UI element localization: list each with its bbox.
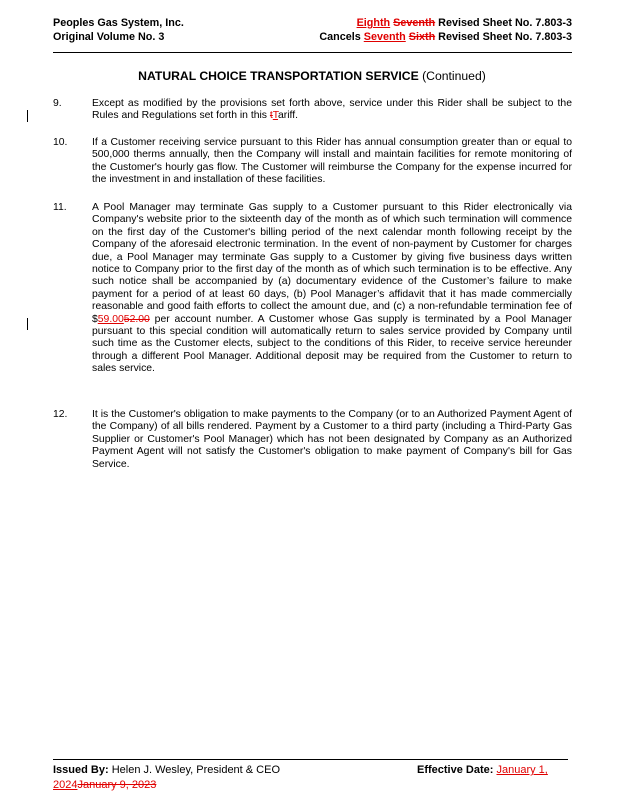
sheet-number [319,16,572,30]
title-main: NATURAL CHOICE TRANSPORTATION SERVICE [138,69,419,83]
item-number: 10. [53,137,68,148]
deleted-text: t [269,110,273,122]
effective-inserted-b: 2024 [53,779,78,791]
sheet-inserted: Eighth [356,17,391,29]
page-header [53,16,572,46]
item-text [92,98,572,123]
provision-12 [53,409,572,471]
issued-label: Issued By: [53,764,109,776]
text-segment: per account number. A Customer whose Gas supply is terminated by a Pool Manager pursuant to this special condition will automatically return to sales service provided by Company until such time as the Customer elects, subject to the conditions of this Rider, to receive service hereunder through a different Pool Manager. Additional deposit may be required from the Customer to return to sales service. [92,313,572,375]
issued-by [53,763,280,778]
item-number: 9. [53,98,62,109]
revision-bar [27,318,28,330]
revision-bar [27,110,28,122]
text-segment: Except as modified by the provisions set forth above, service under this Rider shall be subject to the Rules and Regulations set forth in this [92,98,572,122]
page-title [0,69,624,83]
inserted-text: T [272,110,278,122]
header-rule [53,52,572,53]
sheet-deleted: Seventh [393,17,436,29]
inserted-text: 59.00 [97,313,124,325]
provision-9 [53,98,572,123]
text-segment: A Pool Manager may terminate Gas supply to a Customer pursuant to this Rider electronically via Company's website prior to the sixteenth day of the month as of which such termination will commence on the first day of the Customer's billing period of the next calendar month following receipt by the Company of the aforesaid electronic termination. In the event of non-payment by Customer for charges due, a Pool Manager may terminate Gas supply to a Customer by giving five business days written notice to Company prior to the first day of the month as of which such termination is to be effective. Any such notice shall be accompanied by (a) documentary evidence of the Customer’s failure to make payment for a period of at least 60 days, (b) Pool Manager’s affidavit that it has made commercially reasonable and good faith efforts to collect the amount due, and (c) a non-refundable termination fee of $ [92,202,572,325]
cancels-label: Cancels [319,31,364,43]
cancels-rest: Revised Sheet No. 7.803-3 [435,31,572,43]
deleted-text: 52.00 [123,313,150,325]
text-segment: ariff. [278,110,299,122]
volume-number: Original Volume No. 3 [53,31,165,43]
effective-inserted-a: January 1, [496,764,548,776]
title-suffix: (Continued) [418,69,486,83]
company-name: Peoples Gas System, Inc. [53,17,184,29]
sheet-rest: Revised Sheet No. 7.803-3 [435,17,572,29]
footer-rule [53,759,568,760]
cancels-deleted: Sixth [408,31,436,43]
effective-label: Effective Date: [417,764,497,776]
provision-10 [53,137,572,187]
effective-date-cont [53,778,156,793]
item-text: If a Customer receiving service pursuant to this Rider has annual consumption greater than or equal to 500,000 therms annually, then the Company will install and maintain facilities for remote monitoring of the Customer's hourly gas flow. The Customer will reimburse the Company for the expense incurred for the investment in and installation of these facilities. [92,137,572,186]
item-number: 12. [53,409,68,420]
issued-value: Helen J. Wesley, President & CEO [108,764,281,776]
effective-date [417,763,548,778]
provision-11 [53,202,572,376]
item-number: 11. [53,202,67,213]
header-left [53,16,184,44]
cancels-line [319,30,572,44]
effective-deleted: January 9, 2023 [77,779,157,791]
item-text [92,202,572,376]
header-right [319,16,572,44]
item-text: It is the Customer's obligation to make payments to the Company (or to an Authorized Payment Agent of the Company) of all bills rendered. Payment by a Customer to a third party (including a Third-Party Gas Supplier or Customer's Pool Manager) which has not been designated by Company as an Authorized Payment Agent will not satisfy the Customer's obligation to make payment of Company's bill for Gas Service. [92,409,572,470]
cancels-inserted: Seventh [363,31,406,43]
